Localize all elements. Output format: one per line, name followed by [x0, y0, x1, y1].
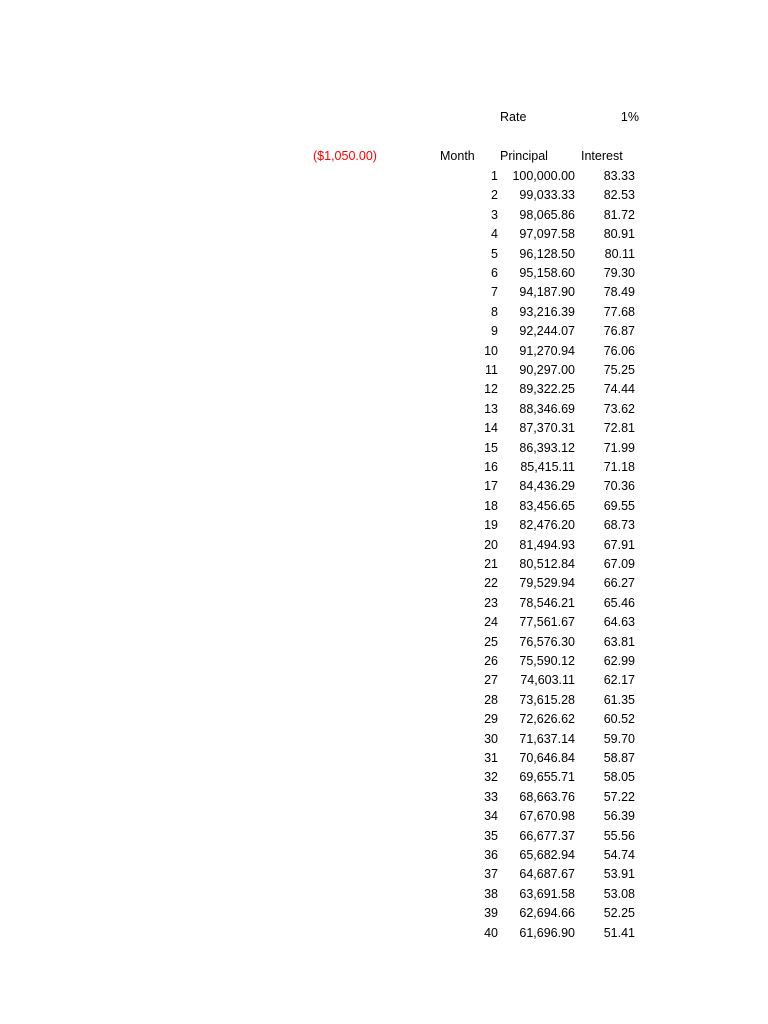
table-row: [0, 771, 768, 790]
interest-cell: 75.25: [603, 363, 635, 377]
month-cell: 6: [491, 266, 498, 280]
principal-cell: 96,128.50: [519, 246, 575, 261]
principal-cell: 77,561.67: [519, 615, 575, 630]
interest-cell: 52.25: [603, 906, 635, 921]
table-row: [0, 791, 768, 810]
interest-cell: 66.27: [603, 576, 635, 591]
month-cell: 12: [484, 382, 498, 397]
table-row: [0, 306, 768, 325]
month-cell: 14: [484, 421, 498, 436]
table-row: [0, 636, 768, 655]
table-row: [0, 480, 768, 499]
table-row: [0, 597, 768, 616]
principal-cell: 83,456.65: [519, 498, 575, 513]
principal-cell: 78,546.21: [519, 595, 575, 610]
principal-cell: 61,696.90: [519, 925, 575, 940]
table-row: [0, 325, 768, 344]
month-cell: 7: [491, 285, 498, 300]
interest-cell: 71.99: [603, 440, 635, 455]
month-cell: 26: [484, 654, 498, 668]
interest-cell: 80.91: [603, 227, 635, 242]
month-cell: 36: [484, 848, 498, 862]
principal-cell: 100,000.00: [512, 169, 575, 183]
principal-cell: 62,694.66: [519, 906, 575, 921]
interest-cell: 70.36: [603, 479, 635, 494]
interest-cell: 73.62: [603, 401, 635, 416]
month-cell: 30: [484, 731, 498, 746]
month-cell: 32: [484, 770, 498, 785]
principal-cell: 73,615.28: [519, 692, 575, 707]
principal-cell: 66,677.37: [519, 828, 575, 843]
table-row: [0, 810, 768, 829]
month-cell: 37: [484, 867, 498, 882]
month-cell: 13: [484, 401, 498, 416]
principal-cell: 71,637.14: [519, 731, 575, 746]
month-cell: 35: [484, 828, 498, 843]
table-row: [0, 403, 768, 422]
payment-amount: ($1,050.00): [313, 149, 377, 163]
table-row: [0, 907, 768, 926]
month-cell: 8: [491, 304, 498, 319]
interest-cell: 54.74: [603, 848, 635, 862]
principal-cell: 72,626.62: [519, 712, 575, 727]
table-row: [0, 655, 768, 674]
month-cell: 11: [485, 363, 498, 377]
table-row: [0, 267, 768, 286]
interest-cell: 62.17: [603, 673, 635, 688]
interest-cell: 71.18: [603, 460, 635, 474]
interest-cell: 55.56: [603, 828, 635, 843]
month-cell: 25: [484, 634, 498, 649]
interest-cell: 58.87: [603, 751, 635, 765]
month-cell: 18: [484, 498, 498, 513]
month-cell: 28: [484, 692, 498, 707]
table-row: [0, 674, 768, 693]
interest-cell: 58.05: [603, 770, 635, 785]
month-cell: 5: [491, 246, 498, 261]
interest-cell: 78.49: [603, 285, 635, 300]
table-row: [0, 616, 768, 635]
column-header-principal: Principal: [500, 149, 548, 163]
principal-cell: 92,244.07: [519, 324, 575, 339]
table-row: [0, 694, 768, 713]
interest-cell: 68.73: [603, 518, 635, 533]
interest-cell: 53.08: [603, 886, 635, 901]
principal-cell: 90,297.00: [519, 363, 575, 377]
principal-cell: 97,097.58: [519, 227, 575, 242]
principal-cell: 69,655.71: [519, 770, 575, 785]
table-row: [0, 286, 768, 305]
interest-cell: 59.70: [603, 731, 635, 746]
table-row: [0, 248, 768, 267]
interest-cell: 63.81: [603, 634, 635, 649]
principal-cell: 91,270.94: [519, 343, 575, 358]
month-cell: 10: [484, 343, 498, 358]
table-row: [0, 383, 768, 402]
table-row: [0, 461, 768, 480]
interest-cell: 74.44: [603, 382, 635, 397]
interest-cell: 76.87: [603, 324, 635, 339]
month-cell: 38: [484, 886, 498, 901]
principal-cell: 65,682.94: [519, 848, 575, 862]
month-cell: 29: [484, 712, 498, 727]
interest-cell: 60.52: [603, 712, 635, 727]
month-cell: 1: [491, 169, 498, 183]
interest-cell: 69.55: [603, 498, 635, 513]
month-cell: 22: [484, 576, 498, 591]
principal-cell: 93,216.39: [519, 304, 575, 319]
month-cell: 2: [491, 188, 498, 203]
interest-cell: 62.99: [603, 654, 635, 668]
month-cell: 39: [484, 906, 498, 921]
principal-cell: 68,663.76: [519, 789, 575, 804]
interest-cell: 57.22: [603, 789, 635, 804]
month-cell: 15: [484, 440, 498, 455]
principal-cell: 70,646.84: [519, 751, 575, 765]
principal-cell: 89,322.25: [519, 382, 575, 397]
month-cell: 16: [484, 460, 498, 474]
principal-cell: 85,415.11: [520, 460, 575, 474]
table-row: [0, 752, 768, 771]
principal-cell: 95,158.60: [519, 266, 575, 280]
interest-cell: 56.39: [603, 809, 635, 824]
month-cell: 3: [491, 207, 498, 222]
interest-cell: 64.63: [603, 615, 635, 630]
interest-cell: 61.35: [603, 692, 635, 707]
table-row: [0, 345, 768, 364]
table-row: [0, 539, 768, 558]
table-row: [0, 209, 768, 228]
month-cell: 23: [484, 595, 498, 610]
table-row: [0, 733, 768, 752]
month-cell: 31: [484, 751, 498, 765]
table-row: [0, 519, 768, 538]
interest-cell: 77.68: [603, 304, 635, 319]
month-cell: 24: [484, 615, 498, 630]
table-row: [0, 500, 768, 519]
table-row: [0, 228, 768, 247]
month-cell: 20: [484, 537, 498, 552]
table-row: [0, 189, 768, 208]
principal-cell: 86,393.12: [519, 440, 575, 455]
principal-cell: 99,033.33: [519, 188, 575, 203]
principal-cell: 94,187.90: [519, 285, 575, 300]
principal-cell: 81,494.93: [519, 537, 575, 552]
table-row: [0, 888, 768, 907]
month-cell: 21: [484, 557, 498, 571]
column-header-month: Month: [440, 149, 475, 163]
table-row: [0, 442, 768, 461]
principal-cell: 64,687.67: [519, 867, 575, 882]
principal-cell: 82,476.20: [519, 518, 575, 533]
interest-cell: 82.53: [603, 188, 635, 203]
principal-cell: 63,691.58: [519, 886, 575, 901]
table-row: [0, 558, 768, 577]
month-cell: 34: [484, 809, 498, 824]
table-row: [0, 713, 768, 732]
interest-cell: 72.81: [603, 421, 635, 436]
interest-cell: 83.33: [603, 169, 635, 183]
table-row: [0, 830, 768, 849]
rate-value: 1%: [620, 110, 639, 124]
month-cell: 40: [484, 925, 498, 940]
table-row: [0, 422, 768, 441]
principal-cell: 76,576.30: [519, 634, 575, 649]
table-row: [0, 170, 768, 189]
column-header-interest: Interest: [581, 149, 623, 163]
principal-cell: 88,346.69: [519, 401, 575, 416]
rate-label: Rate: [500, 110, 527, 124]
principal-cell: 84,436.29: [519, 479, 575, 494]
table-row: [0, 849, 768, 868]
month-cell: 9: [491, 324, 498, 339]
interest-cell: 67.91: [603, 537, 635, 552]
month-cell: 19: [484, 518, 498, 533]
interest-cell: 81.72: [603, 207, 635, 222]
interest-cell: 67.09: [603, 557, 635, 571]
principal-cell: 79,529.94: [519, 576, 575, 591]
table-row: [0, 364, 768, 383]
interest-cell: 80.11: [604, 246, 635, 261]
principal-cell: 87,370.31: [519, 421, 575, 436]
principal-cell: 67,670.98: [519, 809, 575, 824]
principal-cell: 74,603.11: [520, 673, 575, 688]
principal-cell: 75,590.12: [519, 654, 575, 668]
table-row: [0, 577, 768, 596]
month-cell: 17: [484, 479, 498, 494]
interest-cell: 53.91: [603, 867, 635, 882]
table-row: [0, 927, 768, 946]
interest-cell: 65.46: [603, 595, 635, 610]
month-cell: 4: [491, 227, 498, 242]
interest-cell: 79.30: [603, 266, 635, 280]
table-row: [0, 868, 768, 887]
principal-cell: 98,065.86: [519, 207, 575, 222]
month-cell: 27: [484, 673, 498, 688]
interest-cell: 76.06: [603, 343, 635, 358]
principal-cell: 80,512.84: [519, 557, 575, 571]
month-cell: 33: [484, 789, 498, 804]
interest-cell: 51.41: [603, 925, 635, 940]
